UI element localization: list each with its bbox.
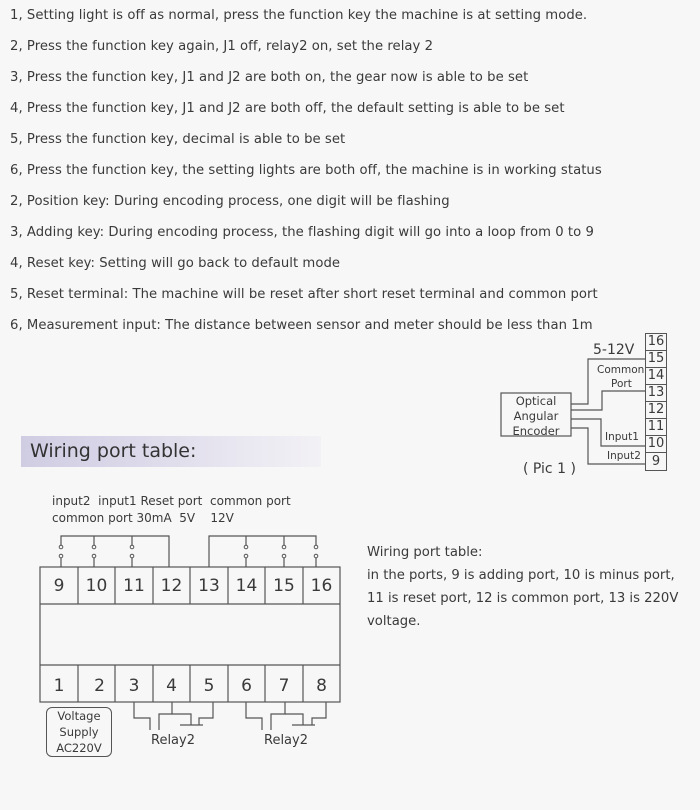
terminal-10: 10 <box>645 435 667 453</box>
pic-caption: ( Pic 1 ) <box>523 461 576 477</box>
terminal-3: 3 <box>128 676 140 696</box>
terminal-4: 4 <box>166 676 177 696</box>
terminal-11: 11 <box>645 418 667 436</box>
supply-label: AC220V <box>56 741 102 755</box>
voltage-label: 5-12V <box>593 342 635 358</box>
instruction-line: 5, Reset terminal: The machine will be reset after short reset terminal and common port <box>10 287 598 302</box>
supply-label: Supply <box>59 725 99 739</box>
instruction-line: 2, Press the function key again, J1 off, relay2 on, set the relay 2 <box>10 39 434 54</box>
terminal-10: 10 <box>85 576 108 596</box>
terminal-12: 12 <box>645 401 667 419</box>
input1-label: Input1 <box>605 431 639 443</box>
port-labels-row2: common port 30mA 5V 12V <box>52 511 234 525</box>
terminal-14: 14 <box>645 367 667 385</box>
encoder-label: Optical <box>515 394 557 408</box>
instruction-line: 3, Adding key: During encoding process, the flashing digit will go into a loop from 0 to 9 <box>10 225 594 240</box>
instruction-line: 6, Measurement input: The distance between sensor and meter should be less than 1m <box>10 318 593 333</box>
instruction-line: 1, Setting light is off as normal, press the function key the machine is at setting mode. <box>10 8 588 23</box>
relay-left-label: Relay2 <box>151 733 195 748</box>
terminal-13: 13 <box>198 576 220 596</box>
description-line: 11 is reset port, 12 is common port, 13 is 220V <box>367 591 679 606</box>
terminal-12: 12 <box>160 576 183 596</box>
terminal-9: 9 <box>645 452 667 471</box>
instruction-line: 4, Press the function key, J1 and J2 are both off, the default setting is able to be set <box>10 101 565 116</box>
terminal-2: 2 <box>94 676 105 696</box>
terminal-16: 16 <box>645 333 667 351</box>
encoder-label: Angular <box>513 409 559 423</box>
description-line: in the ports, 9 is adding port, 10 is minus port, <box>367 568 675 583</box>
supply-label: Voltage <box>57 709 101 723</box>
instruction-line: 6, Press the function key, the setting lights are both off, the machine is in working status <box>10 163 602 178</box>
port-labels-row1: input2 input1 Reset port common port <box>52 494 291 508</box>
terminal-7: 7 <box>278 676 290 696</box>
terminal-6: 6 <box>241 676 252 696</box>
terminal-11: 11 <box>123 576 145 596</box>
voltage-supply-box <box>46 707 112 757</box>
terminal-15: 15 <box>645 350 667 368</box>
common-label: Common <box>597 364 645 376</box>
terminal-9: 9 <box>53 576 65 596</box>
terminal-16: 16 <box>310 576 333 596</box>
terminal-14: 14 <box>235 576 258 596</box>
instruction-line: 5, Press the function key, decimal is able to be set <box>10 132 346 147</box>
terminal-15: 15 <box>273 576 295 596</box>
banner-title: Wiring port table: <box>30 440 197 462</box>
description-line: voltage. <box>367 614 421 629</box>
terminal-5: 5 <box>203 676 215 696</box>
port-label: Port <box>611 378 632 390</box>
instruction-line: 3, Press the function key, J1 and J2 are both on, the gear now is able to be set <box>10 70 529 85</box>
terminal-13: 13 <box>645 384 667 402</box>
input2-label: Input2 <box>607 450 641 462</box>
encoder-label: Encoder <box>512 424 560 438</box>
terminal-1: 1 <box>53 676 65 696</box>
instruction-line: 4, Reset key: Setting will go back to default mode <box>10 256 341 271</box>
instruction-line: 2, Position key: During encoding process, one digit will be flashing <box>10 194 450 209</box>
description-title: Wiring port table: <box>367 545 483 560</box>
terminal-8: 8 <box>316 676 327 696</box>
relay-right-label: Relay2 <box>264 733 308 748</box>
